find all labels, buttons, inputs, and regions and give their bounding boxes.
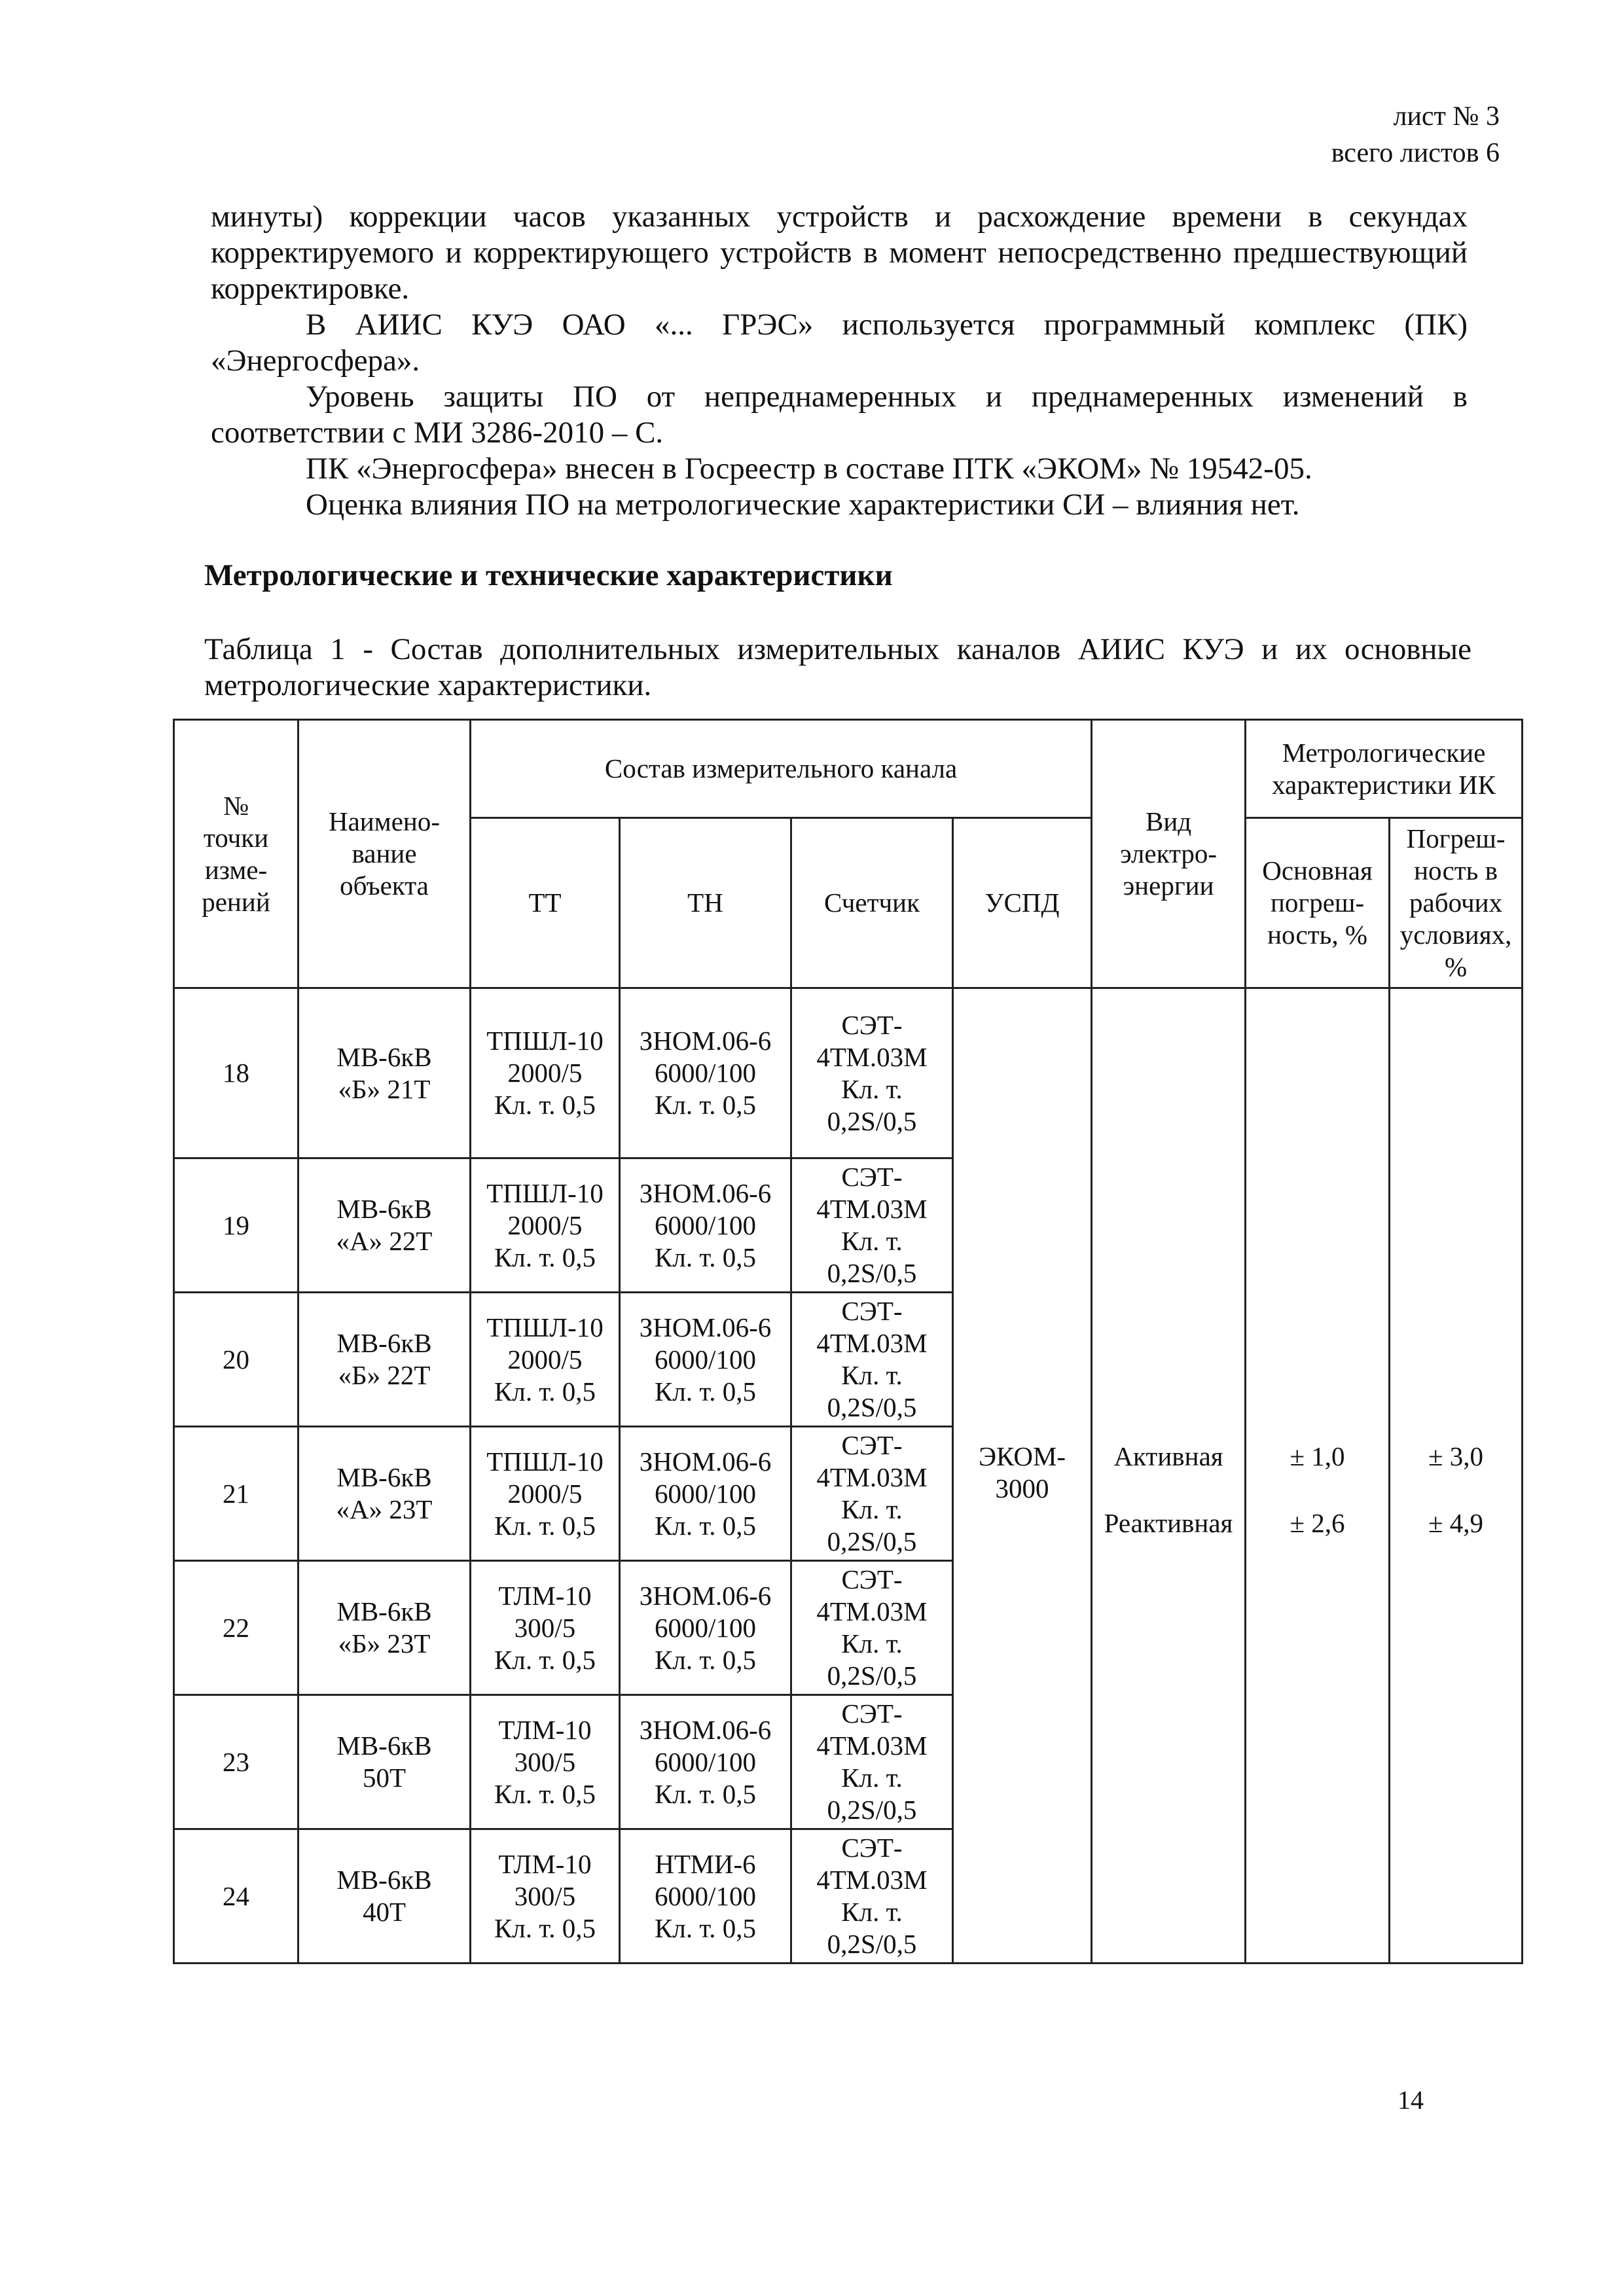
paragraph: минуты) коррекции часов указанных устройств и расхождение времени в секундах корректируемого и корректирующего устройств в момент непосредственно предшествующий корректировке.: [211, 200, 1468, 306]
row-tt: ТПШЛ-10 2000/5 Кл. т. 0,5: [471, 988, 620, 1158]
working-error-reactive: ± 4,9: [1428, 1508, 1484, 1538]
energy-cell: [1092, 988, 1246, 1964]
row-name: МВ-6кВ «А» 22Т: [298, 1158, 471, 1293]
working-error-active: ± 3,0: [1428, 1441, 1484, 1471]
paragraph: Оценка влияния ПО на метрологические характеристики СИ – влияния нет.: [306, 488, 1300, 522]
page-number: 14: [1398, 2085, 1424, 2115]
row-num: 23: [174, 1695, 298, 1829]
header-basic: Основная погреш- ность, %: [1246, 818, 1390, 988]
row-meter: СЭТ- 4ТМ.03М Кл. т. 0,2S/0,5: [791, 1293, 953, 1427]
uspd-cell: [953, 988, 1092, 1964]
basic-error-reactive: ± 2,6: [1290, 1508, 1345, 1538]
energy-reactive: Реактивная: [1104, 1508, 1233, 1538]
row-name: МВ-6кВ «Б» 22Т: [298, 1293, 471, 1427]
row-name: МВ-6кВ 50Т: [298, 1695, 471, 1829]
row-tt: ТПШЛ-10 2000/5 Кл. т. 0,5: [471, 1158, 620, 1293]
row-tn: ЗНОМ.06-6 6000/100 Кл. т. 0,5: [620, 1158, 791, 1293]
row-name: МВ-6кВ «Б» 23Т: [298, 1561, 471, 1695]
header-name: Наимено- вание объекта: [298, 720, 471, 988]
row-num: 20: [174, 1293, 298, 1427]
header-energy: Вид электро- энергии: [1092, 720, 1246, 988]
row-tn: ЗНОМ.06-6 6000/100 Кл. т. 0,5: [620, 1561, 791, 1695]
row-meter: СЭТ- 4ТМ.03М Кл. т. 0,2S/0,5: [791, 988, 953, 1158]
row-meter: СЭТ- 4ТМ.03М Кл. т. 0,2S/0,5: [791, 1427, 953, 1561]
sheet-info: [1331, 98, 1500, 171]
row-num: 19: [174, 1158, 298, 1293]
row-name: МВ-6кВ «Б» 21Т: [298, 988, 471, 1158]
section-title: Метрологические и технические характеристики: [204, 558, 893, 592]
header-composition: Состав измерительного канала: [471, 720, 1092, 818]
row-name: МВ-6кВ «А» 23Т: [298, 1427, 471, 1561]
row-meter: СЭТ- 4ТМ.03М Кл. т. 0,2S/0,5: [791, 1158, 953, 1293]
sheet-number: лист № 3: [1393, 101, 1500, 132]
energy-active: Активная: [1113, 1441, 1223, 1471]
table-row: [174, 988, 1523, 1158]
row-num: 21: [174, 1427, 298, 1561]
row-tn: НТМИ-6 6000/100 Кл. т. 0,5: [620, 1829, 791, 1964]
header-working: Погреш- ность в рабочих условиях, %: [1390, 818, 1523, 988]
basic-error-cell: [1246, 988, 1390, 1964]
row-meter: СЭТ- 4ТМ.03М Кл. т. 0,2S/0,5: [791, 1561, 953, 1695]
table-caption: Таблица 1 - Состав дополнительных измерительных каналов АИИС КУЭ и их основные метрологические характеристики.: [204, 632, 1471, 702]
row-tt: ТЛМ-10 300/5 Кл. т. 0,5: [471, 1695, 620, 1829]
header-metro: Метрологические характеристики ИК: [1246, 720, 1523, 818]
basic-error-active: ± 1,0: [1290, 1441, 1345, 1471]
row-tn: ЗНОМ.06-6 6000/100 Кл. т. 0,5: [620, 988, 791, 1158]
paragraph: ПК «Энергосфера» внесен в Госреестр в составе ПТК «ЭКОМ» № 19542-05.: [306, 452, 1312, 486]
sheet-total: всего листов 6: [1331, 138, 1500, 168]
row-tn: ЗНОМ.06-6 6000/100 Кл. т. 0,5: [620, 1695, 791, 1829]
row-tt: ТПШЛ-10 2000/5 Кл. т. 0,5: [471, 1427, 620, 1561]
row-meter: СЭТ- 4ТМ.03М Кл. т. 0,2S/0,5: [791, 1695, 953, 1829]
row-num: 24: [174, 1829, 298, 1964]
uspd-value: ЭКОМ-: [978, 1441, 1066, 1471]
row-tn: ЗНОМ.06-6 6000/100 Кл. т. 0,5: [620, 1427, 791, 1561]
header-meter: Счетчик: [791, 818, 953, 988]
paragraph: Уровень защиты ПО от непреднамеренных и преднамеренных изменений в соответствии с МИ 3286-2010 – С.: [211, 380, 1468, 450]
row-tt: ТЛМ-10 300/5 Кл. т. 0,5: [471, 1829, 620, 1964]
uspd-value: 3000: [995, 1473, 1049, 1503]
row-num: 22: [174, 1561, 298, 1695]
header-tt: ТТ: [471, 818, 620, 988]
row-meter: СЭТ- 4ТМ.03М Кл. т. 0,2S/0,5: [791, 1829, 953, 1964]
row-tt: ТЛМ-10 300/5 Кл. т. 0,5: [471, 1561, 620, 1695]
working-error-cell: [1390, 988, 1523, 1964]
header-num: № точки изме- рений: [174, 720, 298, 988]
paragraph: В АИИС КУЭ ОАО «... ГРЭС» используется программный комплекс (ПК) «Энергосфера».: [211, 308, 1468, 378]
row-name: МВ-6кВ 40Т: [298, 1829, 471, 1964]
row-num: 18: [174, 988, 298, 1158]
header-tn: ТН: [620, 818, 791, 988]
header-uspd: УСПД: [953, 818, 1092, 988]
characteristics-table: [173, 719, 1523, 1964]
body-text: [211, 199, 1468, 523]
row-tt: ТПШЛ-10 2000/5 Кл. т. 0,5: [471, 1293, 620, 1427]
row-tn: ЗНОМ.06-6 6000/100 Кл. т. 0,5: [620, 1293, 791, 1427]
